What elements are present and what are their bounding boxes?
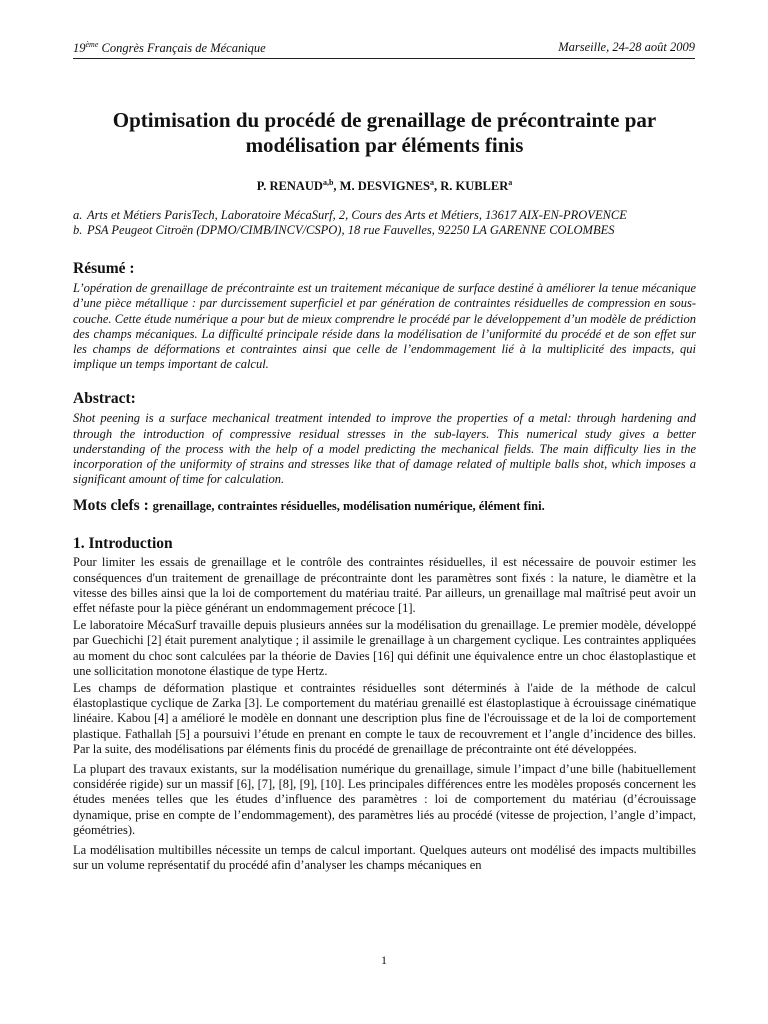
affiliation-a: a. Arts et Métiers ParisTech, Laboratoire MécaSurf, 2, Cours des Arts et Métiers, 13617 AIX-EN-PROVENCE [73, 208, 627, 223]
intro-paragraph-1: Pour limiter les essais de grenaillage et le contrôle des contraintes résiduelles, il est nécessaire de pouvoir estimer les conséquences d'un traitement de grenaillage de précontrainte dont les paramètres sont fixés : la nature, le diamètre et la vitesse des billes ainsi que la loi de comportement du matériau traité. Par ailleurs, un grenaillage mal maîtrisé peut avoir un effet néfaste pour la pièce générant un endommagement précoce [1]. [73, 555, 696, 615]
intro-paragraph-2: Le laboratoire MécaSurf travaille depuis plusieurs années sur la modélisation du grenaillage. Le premier modèle, développé par Guechichi [2] était purement analytique ; il assimile le grenaillage à un chargement cyclique. Les contraintes appliquées au moment du choc sont calculées par la théorie de Davies [16] qui définit une équivalence entre un choc élastoplastique et une sollicitation monotone élastique de type Hertz. [73, 618, 696, 678]
keywords [73, 497, 696, 515]
abstract-text: Shot peening is a surface mechanical treatment intended to improve the properties of a metal: through hardening and through the introduction of compressive residual stresses in the sub-layers. This numerical study gives a better understanding of the process with the help of a model predicting the mechanical fields. The main difficulty lies in the incorporation of the uniformity of strains and stresses like that of damage related of multiple balls shot, which imposes a significant amount of time for calculation. [73, 411, 696, 487]
abstract-heading: Abstract: [73, 390, 136, 408]
affiliations [73, 208, 696, 238]
author-1: P. RENAUD$^{a,b}$, [256, 178, 340, 194]
intro-paragraph-5: La modélisation multibilles nécessite un temps de calcul important. Quelques auteurs ont modélisé des impacts multibilles sur un volume représentatif du procédé afin d’analyser les champs mécaniques en [73, 843, 696, 873]
conference-location-date: Marseille, 24-28 août 2009 [558, 40, 695, 54]
resume-text: L’opération de grenaillage de précontrainte est un traitement mécanique de surface destiné à améliorer la tenue mécanique d’une pièce métallique : par durcissement superficiel et par génération de contraintes résiduelles de compression en sous-couche. Cette étude numérique a pour but de mieux comprendre le procédé par le développement d’un modèle de prédiction des champs mécaniques. La difficulté principale réside dans la modélisation de l’uniformité du procédé et de son effet sur les champs de déformations et contraintes ainsi que celle de l’endommagement lié à la multiplicité des impacts, qui implique un temps important de calcul. [73, 281, 696, 372]
paper-title: Optimisation du procédé de grenaillage de précontrainte par modélisation par éléments finis [112, 108, 657, 157]
running-header [73, 40, 695, 59]
author-list [73, 178, 696, 194]
keywords-heading: Mots clefs : [73, 497, 153, 515]
author-3: R. KUBLER$^a$ [440, 178, 513, 194]
intro-paragraph-3: Les champs de déformation plastique et contraintes résiduelles sont déterminés à l'aide de la méthode de calcul élastoplastique cyclique de Zarka [3]. Le comportement du matériau grenaillé est élastoplastique à écrouissage cinématique linéaire. Kabou [4] a amélioré le modèle en donnant une description plus fine de l'écrouissage et de la loi de comportement plastique. Fathallah [5] a poursuivi l’étude en prenant en compte le taux de recouvrement et l’angle d’incidence des billes. Par la suite, des modélisations par éléments finis du procédé de grenaillage de précontrainte ont été développées. [73, 681, 696, 756]
page-content [73, 108, 696, 875]
affiliation-b: b. PSA Peugeot Citroën (DPMO/CIMB/INCV/CSPO), 18 rue Fauvelles, 92250 LA GARENNE COLOMBES [73, 223, 615, 238]
intro-paragraph-4: La plupart des travaux existants, sur la modélisation numérique du grenaillage, simule l’impact d’une bille (habituellement considérée rigide) sur un massif [6], [7], [8], [9], [10]. Les principales différences entre les modèles proposés concernent les études menées telles que les études d’influence des paramètres : loi de comportement du matériau (d’écrouissage dynamique, prise en compte de l’endommagement), des paramètres liés au procédé (vitesse de projection, l’angle d’impact, géométries). [73, 762, 696, 837]
author-2: M. DESVIGNES$^a$, [339, 178, 441, 194]
page-number: 1 [381, 953, 387, 967]
resume-heading: Résumé : [73, 260, 135, 278]
keywords-values: grenaillage, contraintes résiduelles, modélisation numérique, élément fini. [152, 499, 545, 514]
conference-name: 19ème Congrès Français de Mécanique [73, 40, 266, 56]
intro-heading: 1. Introduction [73, 535, 173, 553]
